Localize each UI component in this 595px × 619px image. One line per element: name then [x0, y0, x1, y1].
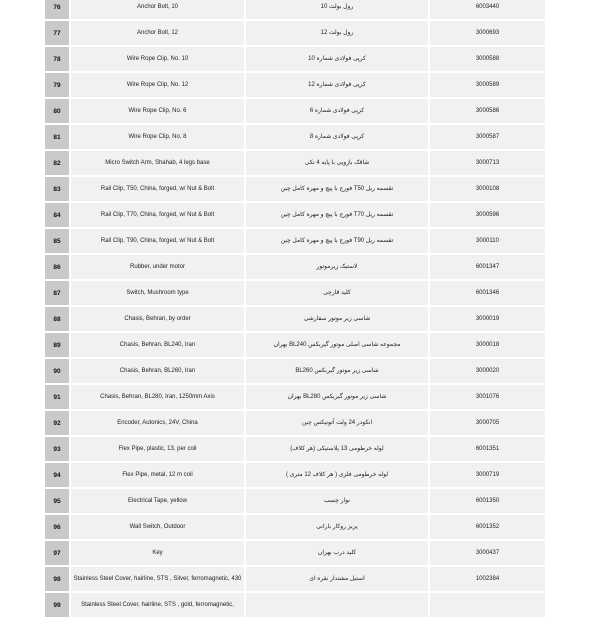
- table-row: [45, 489, 550, 513]
- persian-description: تقسمه ریل T90 فورج با پیچ و مهره کامل چین: [246, 229, 428, 253]
- item-code: 3000588: [430, 47, 545, 71]
- english-description: Encoder, Autonics, 24V, China: [71, 411, 244, 435]
- row-number: 86: [45, 255, 69, 279]
- persian-description: لوله خرطومی 13 پلاستیکی (هر کلاف): [246, 437, 428, 461]
- item-code: 6003440: [430, 0, 545, 19]
- table-row: [45, 515, 550, 539]
- row-number: 94: [45, 463, 69, 487]
- table-row: [45, 229, 550, 253]
- table-row: [45, 463, 550, 487]
- row-number: 88: [45, 307, 69, 331]
- english-description: Rail Clip, T50, China, forged, w/ Nut & Bolt: [71, 177, 244, 201]
- english-description: Stainless Steel Cover, hairline, STS , gold, ferromagnetic,: [71, 593, 244, 617]
- english-description: Chasis, Behran, BL260, Iran: [71, 359, 244, 383]
- item-code: 3000110: [430, 229, 545, 253]
- table-row: [45, 73, 550, 97]
- table-row: [45, 177, 550, 201]
- row-number: 92: [45, 411, 69, 435]
- persian-description: تقسمه ریل T70 فورج با پیچ و مهره کامل چین: [246, 203, 428, 227]
- persian-description: لاستیک زیرموتور: [246, 255, 428, 279]
- english-description: Wire Rope Clip, No. 6: [71, 99, 244, 123]
- row-number: 90: [45, 359, 69, 383]
- item-code: 3000719: [430, 463, 545, 487]
- item-code: 3000587: [430, 125, 545, 149]
- table-row: [45, 411, 550, 435]
- item-code: 3000589: [430, 73, 545, 97]
- table-row: [45, 21, 550, 45]
- table-row: [45, 47, 550, 71]
- item-code: 6001350: [430, 489, 545, 513]
- table-row: [45, 281, 550, 305]
- item-code: 3000018: [430, 333, 545, 357]
- persian-description: رول بولت 12: [246, 21, 428, 45]
- row-number: 96: [45, 515, 69, 539]
- table-row: [45, 385, 550, 409]
- persian-description: رول بولت 10: [246, 0, 428, 19]
- item-code: 6001347: [430, 255, 545, 279]
- item-code: [430, 593, 545, 617]
- table-row: [45, 333, 550, 357]
- english-description: Anchor Bolt, 12: [71, 21, 244, 45]
- row-number: 77: [45, 21, 69, 45]
- row-number: 89: [45, 333, 69, 357]
- persian-description: شاقک بازویی با پایه 4 تکی: [246, 151, 428, 175]
- persian-description: کرپی فولادی شماره 12: [246, 73, 428, 97]
- row-number: 87: [45, 281, 69, 305]
- persian-description: کلید درب بهران: [246, 541, 428, 565]
- row-number: 93: [45, 437, 69, 461]
- persian-description: پریز روکار بارانی: [246, 515, 428, 539]
- item-code: 6001352: [430, 515, 545, 539]
- persian-description: [246, 593, 428, 617]
- persian-description: کرپی فولادی شماره 6: [246, 99, 428, 123]
- item-code: 3000586: [430, 99, 545, 123]
- english-description: Flex Pipe, metal, 12 m coil: [71, 463, 244, 487]
- table-row: [45, 151, 550, 175]
- item-code: 6001346: [430, 281, 545, 305]
- row-number: 80: [45, 99, 69, 123]
- item-code: 3000693: [430, 21, 545, 45]
- row-number: 82: [45, 151, 69, 175]
- english-description: Electrical Tape, yellow: [71, 489, 244, 513]
- row-number: 85: [45, 229, 69, 253]
- persian-description: کلید قارچی: [246, 281, 428, 305]
- table-row: [45, 593, 550, 617]
- row-number: 97: [45, 541, 69, 565]
- persian-description: شاسی زیر موتور گیربکس BL260: [246, 359, 428, 383]
- persian-description: لوله خرطومی فلزی ( هر کلاف 12 متری ): [246, 463, 428, 487]
- english-description: Flex Pipe, plastic, 13, per coil: [71, 437, 244, 461]
- english-description: Wire Rope Clip, No. 12: [71, 73, 244, 97]
- item-code: 3000596: [430, 203, 545, 227]
- english-description: Chasis, Behran, by order: [71, 307, 244, 331]
- table-row: [45, 203, 550, 227]
- english-description: Rubber, under motor: [71, 255, 244, 279]
- english-description: Chasis, Behran, BL240, Iran: [71, 333, 244, 357]
- item-code: 3000437: [430, 541, 545, 565]
- english-description: Anchor Bolt, 10: [71, 0, 244, 19]
- row-number: 98: [45, 567, 69, 591]
- row-number: 99: [45, 593, 69, 617]
- parts-table: [45, 0, 550, 619]
- row-number: 79: [45, 73, 69, 97]
- table-row: [45, 255, 550, 279]
- item-code: 3000705: [430, 411, 545, 435]
- table-row: [45, 359, 550, 383]
- table-row: [45, 99, 550, 123]
- item-code: 3001076: [430, 385, 545, 409]
- row-number: 76: [45, 0, 69, 19]
- english-description: Rail Clip, T90, China, forged, w/ Nut & Bolt: [71, 229, 244, 253]
- english-description: Key: [71, 541, 244, 565]
- table-row: [45, 0, 550, 19]
- persian-description: نوار چسب: [246, 489, 428, 513]
- table-row: [45, 125, 550, 149]
- persian-description: مجموعه شاسی اصلی موتور گیربکس BL240 بهران: [246, 333, 428, 357]
- english-description: Chasis, Behran, BL280, Iran, 1250mm Axis: [71, 385, 244, 409]
- persian-description: شاسی زیر موتور گیربکس BL280 بهران: [246, 385, 428, 409]
- row-number: 83: [45, 177, 69, 201]
- persian-description: استیل مشتدار نقره ای: [246, 567, 428, 591]
- persian-description: شاسی زیر موتور سفارشی: [246, 307, 428, 331]
- table-row: [45, 541, 550, 565]
- table-row: [45, 437, 550, 461]
- table-row: [45, 567, 550, 591]
- row-number: 95: [45, 489, 69, 513]
- item-code: 6001351: [430, 437, 545, 461]
- english-description: Micro Switch Arm, Shahab, 4 legs base: [71, 151, 244, 175]
- table-row: [45, 307, 550, 331]
- english-description: Wire Rope Clip, No. 8: [71, 125, 244, 149]
- english-description: Switch, Mushroom type: [71, 281, 244, 305]
- english-description: Wall Switch, Outdoor: [71, 515, 244, 539]
- item-code: 1002384: [430, 567, 545, 591]
- item-code: 3000713: [430, 151, 545, 175]
- row-number: 84: [45, 203, 69, 227]
- persian-description: تقسمه ریل T50 فورج با پیچ و مهره کامل چین: [246, 177, 428, 201]
- persian-description: کرپی فولادی شماره 10: [246, 47, 428, 71]
- row-number: 81: [45, 125, 69, 149]
- persian-description: کرپی فولادی شماره 8: [246, 125, 428, 149]
- row-number: 91: [45, 385, 69, 409]
- item-code: 3000108: [430, 177, 545, 201]
- english-description: Stainless Steel Cover, hairline, STS , Silver, ferromagnetic, 430: [71, 567, 244, 591]
- item-code: 3000020: [430, 359, 545, 383]
- english-description: Wire Rope Clip, No. 10: [71, 47, 244, 71]
- english-description: Rail Clip, T70, China, forged, w/ Nut & Bolt: [71, 203, 244, 227]
- item-code: 3000019: [430, 307, 545, 331]
- persian-description: انکودر 24 ولت آتونیکس چین: [246, 411, 428, 435]
- row-number: 78: [45, 47, 69, 71]
